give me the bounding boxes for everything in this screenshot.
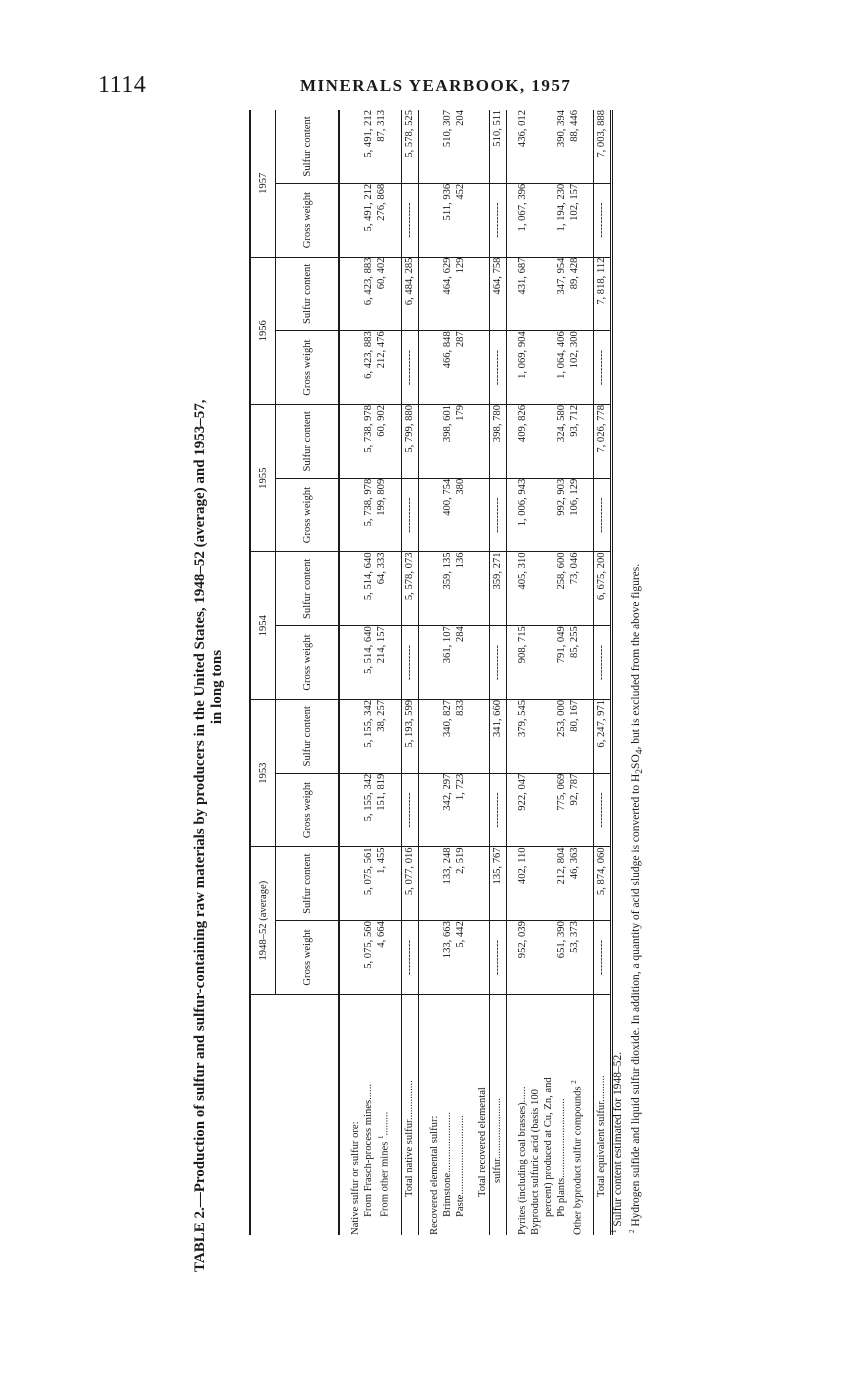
table-cell: 1, 194, 230: [555, 183, 568, 257]
table-cell: 287: [454, 331, 467, 405]
sulfur-production-table: [249, 110, 613, 1235]
table-cell: 102, 300: [568, 331, 585, 405]
sulfur-content-header: Sulfur content: [276, 847, 340, 921]
table-cell: 38, 257: [375, 699, 392, 773]
table-cell: 651, 390: [555, 921, 568, 995]
table-cell: 5, 193, 599: [401, 699, 418, 773]
table-cell: 102, 157: [568, 183, 585, 257]
table-cell: 409, 826: [516, 404, 529, 478]
footnote-1: $^1$ Sulfur content estimated for 1948–52.: [610, 1051, 624, 1233]
caption-sub: in long tons: [209, 649, 225, 725]
table-cell: 5, 514, 640: [362, 626, 375, 700]
table-cell: 89, 428: [568, 257, 585, 331]
table-cell: 5, 155, 342: [362, 773, 375, 847]
table-cell: 398, 601: [441, 404, 454, 478]
table-cell: 379, 545: [516, 699, 529, 773]
table-cell: 106, 129: [568, 478, 585, 552]
table-cell: 7, 026, 778: [594, 404, 612, 478]
table-cell: 60, 902: [375, 404, 392, 478]
table-cell: 133, 663: [441, 921, 454, 995]
table-row: [349, 110, 362, 1235]
table-cell: 5, 578, 525: [401, 110, 418, 183]
table-cell: 324, 580: [555, 404, 568, 478]
table-cell: 359, 271: [489, 552, 506, 626]
table-cell: 452: [454, 183, 467, 257]
table-cell: 1, 455: [375, 847, 392, 921]
table-cell: 464, 629: [441, 257, 454, 331]
table-cell: 791, 049: [555, 626, 568, 700]
table-cell: 1, 006, 943: [516, 478, 529, 552]
table-cell: 5, 738, 978: [362, 478, 375, 552]
table-row: [428, 110, 441, 1235]
table-cell: 5, 578, 073: [401, 552, 418, 626]
gross-weight-header: Gross weight: [276, 921, 340, 995]
year-header: 1956: [250, 257, 276, 404]
table-row: [555, 110, 568, 1235]
table-cell: 5, 738, 978: [362, 404, 375, 478]
page-number: 1114: [98, 72, 147, 98]
table-cell: 510, 511: [489, 110, 506, 183]
table-cell: 5, 799, 880: [401, 404, 418, 478]
table-cell: 359, 135: [441, 552, 454, 626]
table-cell: 253, 000: [555, 699, 568, 773]
table-cell: 88, 446: [568, 110, 585, 183]
sulfur-content-header: Sulfur content: [276, 257, 340, 331]
row-label: Pb plants..............................: [555, 1098, 567, 1217]
sulfur-content-header: Sulfur content: [276, 699, 340, 773]
row-label: Paste..............................: [454, 1115, 466, 1217]
table-cell: 151, 819: [375, 773, 392, 847]
row-label: From other mines $^1$.........: [377, 1111, 391, 1217]
row-label: Other byproduct sulfur compounds $^2$: [569, 1080, 584, 1235]
running-head: MINERALS YEARBOOK, 1957: [300, 76, 572, 95]
row-label: Byproduct sulfuric acid (basis 100: [529, 1089, 541, 1235]
table-cell: 431, 687: [516, 257, 529, 331]
rotated-table-block: [192, 110, 662, 1290]
table-cell: 511, 936: [441, 183, 454, 257]
table-cell: 85, 255: [568, 626, 585, 700]
table-cell: 510, 307: [441, 110, 454, 183]
year-header: 1955: [250, 404, 276, 551]
table-cell: 5, 491, 212: [362, 110, 375, 183]
table-row-total: Total native sulfur............... ---------- 5, 077, 016 ---------- 5, 193, 599 ---------- 5, 578, 073 ---------- 5, 799, 880 ---------- 6, 484, 285 ---------- 5, 578, 525: [401, 110, 418, 1235]
table-cell: 833: [454, 699, 467, 773]
year-header: 1957: [250, 110, 276, 257]
table-cell: 380: [454, 478, 467, 552]
caption-main: TABLE 2.—Production of sulfur and sulfur-containing raw materials by producers in the United States, 1948–52 (average) and 1953–57,: [192, 399, 208, 1272]
table-cell: 6, 423, 883: [362, 331, 375, 405]
row-label: Pyrites (including coal brasses)......: [516, 1086, 528, 1235]
gross-weight-header: Gross weight: [276, 331, 340, 405]
table-cell: 60, 402: [375, 257, 392, 331]
footnote-ref: 2: [569, 1080, 578, 1084]
table-cell: 952, 039: [516, 921, 529, 995]
table-cell: 347, 954: [555, 257, 568, 331]
table-cell: 464, 758: [489, 257, 506, 331]
table-cell: 5, 491, 212: [362, 183, 375, 257]
footnotes: [607, 133, 647, 1233]
table-cell: 5, 075, 560: [362, 921, 375, 995]
footnote-ref: 1: [377, 1135, 385, 1140]
year-header: 1953: [250, 699, 276, 846]
table-row: [362, 110, 375, 1235]
table-cell: 390, 394: [555, 110, 568, 183]
table-cell: 80, 167: [568, 699, 585, 773]
table-cell: 402, 110: [516, 847, 529, 921]
table-cell: 2, 519: [454, 847, 467, 921]
table-cell: 136: [454, 552, 467, 626]
table-cell: 908, 715: [516, 626, 529, 700]
year-header: 1954: [250, 552, 276, 699]
table-cell: 405, 310: [516, 552, 529, 626]
table-row-total: sulfur....................... ---------- 135, 767 ---------- 341, 660 ---------- 359, 271 ---------- 398, 780 ---------- 464, 758 ---------- 510, 511: [489, 110, 506, 1235]
table-cell: 284: [454, 626, 467, 700]
table-cell: 775, 069: [555, 773, 568, 847]
row-label: percent) produced at Cu, Zn, and: [542, 1077, 554, 1217]
table-cell: 46, 363: [568, 847, 585, 921]
table-cell: 6, 484, 285: [401, 257, 418, 331]
table-cell: 135, 767: [489, 847, 506, 921]
table-cell: 1, 069, 904: [516, 331, 529, 405]
table-cell: 4, 664: [375, 921, 392, 995]
row-heading-native: Native sulfur or sulfur ore:: [350, 1121, 361, 1235]
table-cell: 129: [454, 257, 467, 331]
table-cell: 7, 003, 888: [594, 110, 612, 183]
table-row: [441, 110, 454, 1235]
table-cell: 436, 012: [516, 110, 529, 183]
table-cell: 212, 804: [555, 847, 568, 921]
sulfur-content-header: Sulfur content: [276, 404, 340, 478]
table-cell: 214, 157: [375, 626, 392, 700]
table-cell: 5, 874, 060: [594, 847, 612, 921]
table-cell: 5, 155, 342: [362, 699, 375, 773]
table-cell: 466, 848: [441, 331, 454, 405]
row-label: sulfur.......................: [489, 994, 506, 1235]
table-cell: 1, 067, 396: [516, 183, 529, 257]
table-cell: 258, 600: [555, 552, 568, 626]
year-header-row: [250, 110, 276, 1235]
row-label: Total native sulfur...............: [401, 994, 418, 1235]
table-cell: 53, 373: [568, 921, 585, 995]
table-cell: 361, 107: [441, 626, 454, 700]
gross-weight-header: Gross weight: [276, 183, 340, 257]
year-header: 1948–52 (average): [250, 847, 276, 994]
table-cell: 1, 064, 406: [555, 331, 568, 405]
table-cell: 5, 075, 561: [362, 847, 375, 921]
row-label: Brimstone.......................: [441, 1111, 453, 1217]
table-cell: 992, 903: [555, 478, 568, 552]
table-cell: 400, 754: [441, 478, 454, 552]
table-cell: 340, 827: [441, 699, 454, 773]
table-cell: 398, 780: [489, 404, 506, 478]
table-row: [568, 110, 585, 1235]
table-cell: 5, 077, 016: [401, 847, 418, 921]
table-cell: 199, 809: [375, 478, 392, 552]
table-caption: [192, 102, 226, 1272]
table-cell: 922, 047: [516, 773, 529, 847]
table-row-grand-total: Total equivalent sulfur.......... ---------- 5, 874, 060 ---------- 6, 247, 971 ---------- 6, 675, 200 ---------- 7, 026, 778 ---------- 7, 818, 112 ---------- 7, 003, 888: [594, 110, 612, 1235]
table-cell: 341, 660: [489, 699, 506, 773]
table-cell: 342, 297: [441, 773, 454, 847]
table-cell: 5, 442: [454, 921, 467, 995]
table-row: [529, 110, 542, 1235]
footnote-2: $^2$ Hydrogen sulfide and liquid sulfur dioxide. In addition, a quantity of acid sludge is converted to $H_2SO_4$, but is excluded from the above figures.: [627, 563, 645, 1233]
label-column-header: [250, 994, 339, 1235]
sulfur-content-header: Sulfur content: [276, 552, 340, 626]
table-cell: 87, 313: [375, 110, 392, 183]
sulfur-content-header: Sulfur content: [276, 110, 340, 183]
table-row: [375, 110, 392, 1235]
row-label: Total recovered elemental: [476, 1087, 488, 1197]
table-cell: 6, 675, 200: [594, 552, 612, 626]
table-cell: 93, 712: [568, 404, 585, 478]
table-cell: 133, 248: [441, 847, 454, 921]
gross-weight-header: Gross weight: [276, 626, 340, 700]
table-cell: 7, 818, 112: [594, 257, 612, 331]
table-cell: 6, 423, 883: [362, 257, 375, 331]
gross-weight-header: Gross weight: [276, 478, 340, 552]
table-cell: 6, 247, 971: [594, 699, 612, 773]
row-label: Total equivalent sulfur..........: [594, 994, 612, 1235]
table-cell: 276, 868: [375, 183, 392, 257]
table-cell: 204: [454, 110, 467, 183]
table-row: [454, 110, 467, 1235]
table-cell: 5, 514, 640: [362, 552, 375, 626]
table-row: [542, 110, 555, 1235]
gross-weight-header: Gross weight: [276, 773, 340, 847]
row-heading-recovered: Recovered elemental sulfur:: [428, 1115, 440, 1235]
table-cell: 179: [454, 404, 467, 478]
table-cell: 212, 476: [375, 331, 392, 405]
table-cell: 92, 787: [568, 773, 585, 847]
table-row: [516, 110, 529, 1235]
table-cell: 1, 723: [454, 773, 467, 847]
row-label: From Frasch-process mines......: [363, 1084, 374, 1217]
table-row: [476, 110, 490, 1235]
table-cell: 64, 333: [375, 552, 392, 626]
table-cell: 73, 046: [568, 552, 585, 626]
